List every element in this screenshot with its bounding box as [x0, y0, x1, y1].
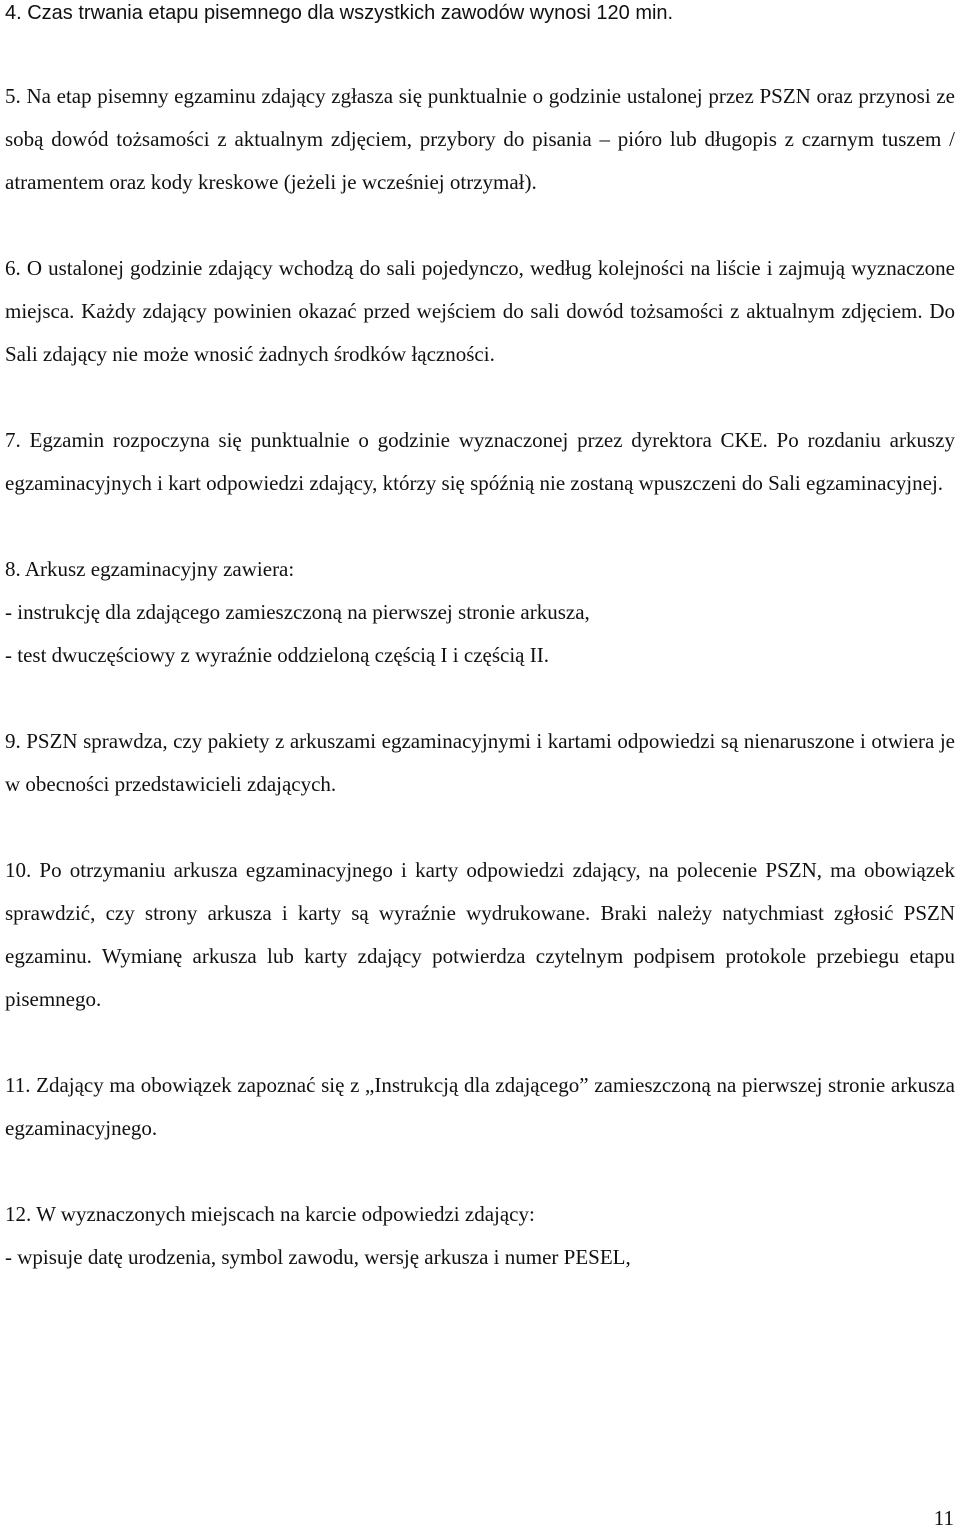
paragraph-10: 10. Po otrzymaniu arkusza egzaminacyjnego i karty odpowiedzi zdający, na polecenie PSZN, ma obowiązek sprawdzić, czy strony arkusza i karty są wyraźnie wydrukowane. Braki należy natychmiast zgłosić PSZN egzaminu. Wymianę arkusza lub karty zdający potwierdza czytelnym podpisem protokole przebiegu etapu pisemnego.	[5, 858, 955, 1011]
document-page	[5, 0, 955, 1279]
paragraph-12-intro: 12. W wyznaczonych miejscach na karcie odpowiedzi zdający:	[5, 1202, 535, 1226]
paragraph-12-item-1: - wpisuje datę urodzenia, symbol zawodu, wersję arkusza i numer PESEL,	[5, 1245, 631, 1269]
paragraph-8-item-2: - test dwuczęściowy z wyraźnie oddzieloną częścią I i częścią II.	[5, 643, 549, 667]
paragraph-11: 11. Zdający ma obowiązek zapoznać się z „Instrukcją dla zdającego” zamieszczoną na pierwszej stronie arkusza egzaminacyjnego.	[5, 1073, 955, 1140]
paragraph-8-item-1: - instrukcję dla zdającego zamieszczoną na pierwszej stronie arkusza,	[5, 600, 590, 624]
paragraph-9: 9. PSZN sprawdza, czy pakiety z arkuszami egzaminacyjnymi i kartami odpowiedzi są nienaruszone i otwiera je w obecności przedstawicieli zdających.	[5, 729, 955, 796]
paragraph-4: 4. Czas trwania etapu pisemnego dla wszystkich zawodów wynosi 120 min.	[5, 2, 674, 24]
paragraph-6: 6. O ustalonej godzinie zdający wchodzą do sali pojedynczo, według kolejności na liście i zajmują wyznaczone miejsca. Każdy zdający powinien okazać przed wejściem do sali dowód tożsamości z aktualnym zdjęciem. Do Sali zdający nie może wnosić żadnych środków łączności.	[5, 256, 955, 366]
paragraph-5: 5. Na etap pisemny egzaminu zdający zgłasza się punktualnie o godzinie ustalonej przez PSZN oraz przynosi ze sobą dowód tożsamości z aktualnym zdjęciem, przybory do pisania – pióro lub długopis z czarnym tuszem / atramentem oraz kody kreskowe (jeżeli je wcześniej otrzymał).	[5, 84, 955, 194]
paragraph-8-intro: 8. Arkusz egzaminacyjny zawiera:	[5, 557, 295, 581]
page-number: 11	[933, 1506, 954, 1530]
paragraph-7: 7. Egzamin rozpoczyna się punktualnie o godzinie wyznaczonej przez dyrektora CKE. Po rozdaniu arkuszy egzaminacyjnych i kart odpowiedzi zdający, którzy się spóźnią nie zostaną wpuszczeni do Sali egzaminacyjnej.	[5, 428, 955, 495]
